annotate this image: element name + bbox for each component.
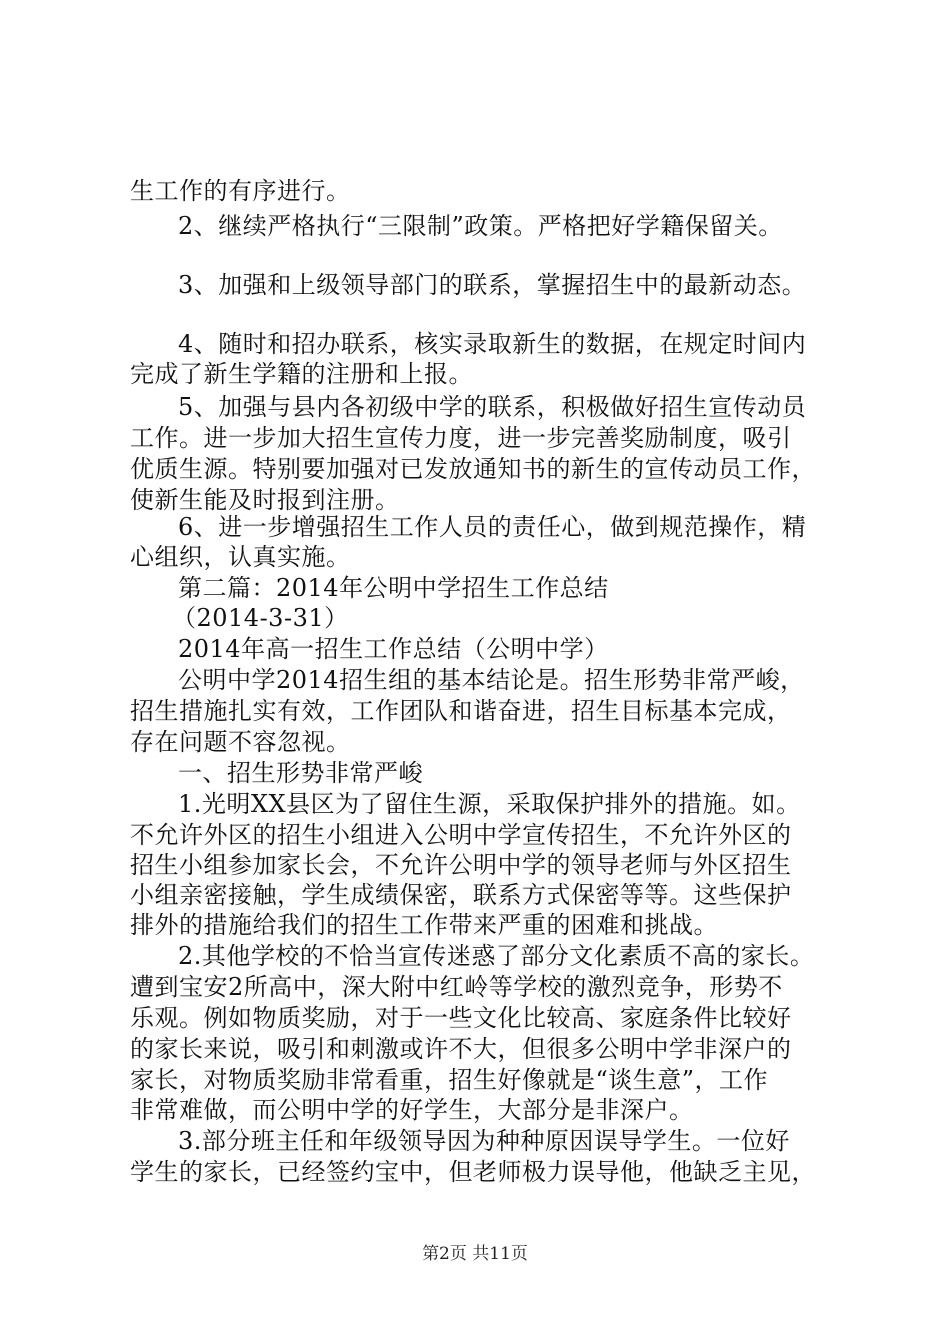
text-line: 排外的措施给我们的招生工作带来严重的困难和挑战。 [130, 911, 718, 939]
text-line: 使新生能及时报到注册。 [130, 486, 400, 514]
text-line: 家长，对物质奖励非常看重，招生好像就是“谈生意”，工作 [130, 1066, 769, 1094]
text-line: 4、随时和招办联系，核实录取新生的数据，在规定时间内 [178, 330, 807, 358]
text-line: 5、加强与县内各初级中学的联系，积极做好招生宣传动员 [178, 393, 807, 421]
text-line: 6、进一步增强招生工作人员的责任心，做到规范操作，精 [178, 513, 807, 541]
text-line: 遭到宝安2所高中，深大附中红岭等学校的激烈竞争，形势不 [130, 973, 783, 1001]
text-line: 乐观。例如物质奖励，对于一些文化比较高、家庭条件比较好 [130, 1004, 792, 1032]
text-line: 非常难做，而公明中学的好学生，大部分是非深户。 [130, 1096, 694, 1124]
text-line: 存在问题不容忽视。 [130, 728, 351, 756]
text-line: 心组织，认真实施。 [130, 543, 351, 571]
text-line: 2、继续严格执行“三限制”政策。严格把好学籍保留关。 [178, 212, 783, 240]
text-line: 小组亲密接触，学生成绩保密，联系方式保密等等。这些保护 [130, 881, 792, 909]
text-line: 3、加强和上级领导部门的联系，掌握招生中的最新动态。 [178, 271, 807, 299]
text-line: 招生小组参加家长会，不允许公明中学的领导老师与外区招生 [130, 851, 792, 879]
text-line: 3.部分班主任和年级领导因为种种原因误导学生。一位好 [178, 1127, 790, 1155]
subtitle-line: 2014年高一招生工作总结（公明中学） [178, 635, 609, 663]
text-line: 招生措施扎实有效，工作团队和谐奋进，招生目标基本完成， [130, 697, 792, 725]
text-line: 完成了新生学籍的注册和上报。 [130, 360, 473, 388]
text-line: 工作。进一步加大招生宣传力度，进一步完善奖励制度，吸引 [130, 424, 792, 452]
text-line: 的家长来说，吸引和刺激或许不大，但很多公明中学非深户的 [130, 1035, 792, 1063]
date-line: （2014-3-31） [172, 604, 349, 632]
page-number-footer: 第2页 共11页 [422, 1244, 528, 1264]
text-line: 生工作的有序进行。 [130, 177, 351, 205]
text-line: 公明中学2014招生组的基本结论是。招生形势非常严峻， [178, 666, 805, 694]
section-heading: 第二篇：2014年公明中学招生工作总结 [178, 574, 609, 602]
subsection-heading: 一、招生形势非常严峻 [178, 759, 423, 787]
text-line: 学生的家长，已经签约宝中，但老师极力误导他，他缺乏主见， [130, 1158, 816, 1186]
text-line: 1.光明XX县区为了留住生源，采取保护排外的措施。如。 [178, 790, 801, 818]
text-line: 不允许外区的招生小组进入公明中学宣传招生，不允许外区的 [130, 821, 792, 849]
text-line: 2.其他学校的不恰当宣传迷惑了部分文化素质不高的家长。 [178, 942, 815, 970]
text-line: 优质生源。特别要加强对已发放通知书的新生的宣传动员工作， [130, 455, 816, 483]
